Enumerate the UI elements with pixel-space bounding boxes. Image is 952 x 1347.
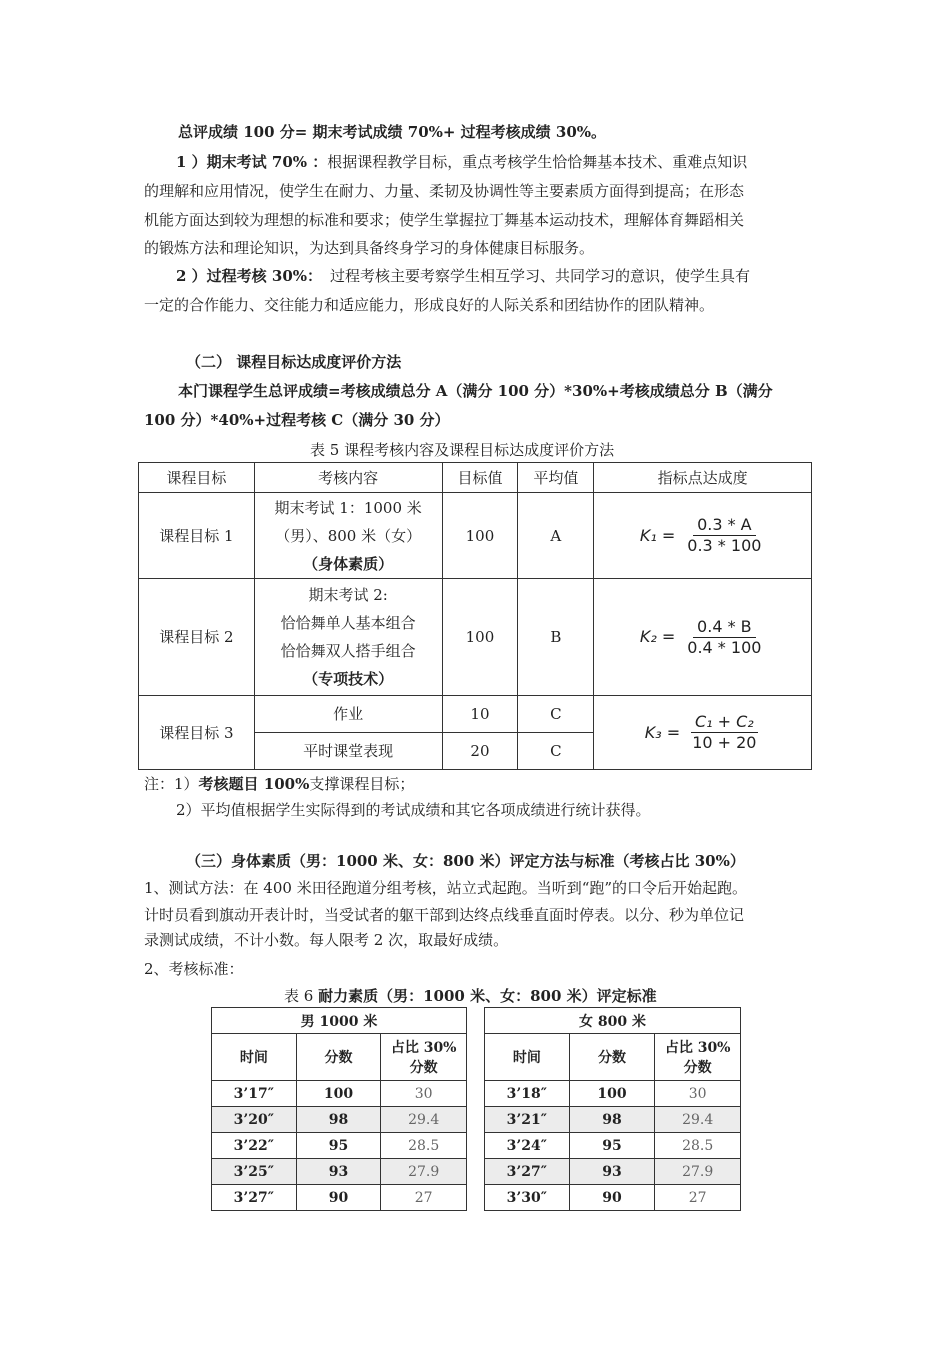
section2-formula-line1: 本门课程学生总评成绩=考核成绩总分 A（满分 100 分）*30%+考核成绩总分 B（满分 [178, 382, 773, 400]
table5-header: 考核内容 [254, 463, 442, 493]
table-row [139, 696, 812, 733]
final-exam-paragraph-line3: 机能方面达到较为理想的标准和要求；使学生掌握拉丁舞基本运动技术，理解体育舞蹈相关 [144, 211, 745, 229]
process-paragraph-line2: 一定的合作能力、交往能力和适应能力，形成良好的人际关系和团结协作的团队精神。 [144, 296, 715, 314]
table5 [138, 462, 812, 770]
header-time: 时间 [212, 1034, 297, 1081]
header-time: 时间 [485, 1034, 570, 1081]
time-cell: 3’24″ [485, 1133, 570, 1159]
table6-female-header-row [485, 1034, 741, 1081]
time-cell: 3’30″ [485, 1185, 570, 1211]
table5-header-row [139, 463, 812, 493]
ratio-cell: 27.9 [381, 1159, 467, 1185]
table6-male-header-row [212, 1034, 467, 1081]
table5-header: 平均值 [518, 463, 594, 493]
k1-label: K₁ = [639, 525, 676, 545]
time-cell: 3’17″ [212, 1081, 297, 1107]
k1-formula [640, 515, 766, 556]
goal-cell: 课程目标 3 [139, 696, 255, 770]
ratio-cell: 30 [381, 1081, 467, 1107]
table-row [212, 1159, 467, 1185]
k3-label: K₃ = [644, 722, 681, 742]
table6-male [211, 1007, 467, 1211]
ratio-cell: 28.5 [381, 1133, 467, 1159]
k1-numerator: 0.3 * A [693, 515, 756, 536]
score-cell: 90 [296, 1185, 381, 1211]
note1-prefix: 注：1） [144, 775, 199, 793]
content-cell: 平时课堂表现 [254, 733, 442, 770]
table-row [485, 1159, 741, 1185]
score-cell: 93 [296, 1159, 381, 1185]
ratio-cell: 27 [381, 1185, 467, 1211]
k2-numerator: 0.4 * B [693, 617, 756, 638]
table-row [485, 1107, 741, 1133]
target-cell: 10 [442, 696, 518, 733]
content-cell: 作业 [254, 696, 442, 733]
note1 [144, 774, 414, 794]
goal-cell: 课程目标 1 [139, 493, 255, 579]
target-cell: 100 [442, 493, 518, 579]
score-cell: 98 [569, 1107, 655, 1133]
time-cell: 3’27″ [485, 1159, 570, 1185]
score-cell: 93 [569, 1159, 655, 1185]
note1-bold: 考核题目 100% [198, 775, 310, 793]
ratio-cell: 29.4 [381, 1107, 467, 1133]
formula-cell [594, 579, 812, 696]
k3-denominator: 10 + 20 [692, 733, 757, 752]
process-paragraph-line1 [176, 266, 750, 286]
k2-denominator: 0.4 * 100 [687, 637, 762, 657]
final-exam-paragraph-line2: 的理解和应用情况，使学生在耐力、力量、柔韧及协调性等主要素质方面得到提高；在形态 [144, 182, 745, 200]
header-score: 分数 [569, 1034, 655, 1081]
process-heading: 2 ）过程考核 30%： [176, 267, 323, 285]
goal-cell: 课程目标 2 [139, 579, 255, 696]
k1-denominator: 0.3 * 100 [687, 536, 762, 555]
content-line: 期末考试 2: [308, 586, 388, 604]
time-cell: 3’22″ [212, 1133, 297, 1159]
k3-numerator: C₁ + C₂ [691, 712, 758, 733]
table6-female [484, 1007, 741, 1211]
score-cell: 95 [569, 1133, 655, 1159]
header-ratio [381, 1034, 467, 1081]
table5-caption: 表 5 课程考核内容及课程目标达成度评价方法 [310, 441, 615, 459]
header-ratio-line1: 占比 30% [664, 1040, 731, 1056]
note1-rest: 支撑课程目标； [309, 775, 415, 793]
target-cell: 100 [442, 579, 518, 696]
total-score-line: 总评成绩 100 分= 期末考试成绩 70%+ 过程考核成绩 30%。 [178, 123, 607, 141]
content-cell [254, 579, 442, 696]
table-row [212, 1133, 467, 1159]
table-row [212, 1107, 467, 1133]
time-cell: 3’21″ [485, 1107, 570, 1133]
table-row [485, 1133, 741, 1159]
time-cell: 3’20″ [212, 1107, 297, 1133]
male-title: 男 1000 米 [212, 1008, 467, 1034]
table6-female-title-row [485, 1008, 741, 1034]
avg-cell: B [518, 579, 594, 696]
k2-label: K₂ = [639, 627, 676, 646]
table-row [212, 1081, 467, 1107]
header-ratio-line2: 分数 [409, 1060, 438, 1076]
table-row [139, 493, 812, 579]
header-ratio-line1: 占比 30% [390, 1040, 457, 1056]
table5-header: 课程目标 [139, 463, 255, 493]
final-exam-text: 根据课程教学目标，重点考核学生恰恰舞基本技术、重难点知识 [327, 153, 748, 171]
table6-caption [284, 985, 657, 1006]
score-cell: 100 [296, 1081, 381, 1107]
content-line: （专项技术） [303, 670, 394, 688]
section3-line3: 录测试成绩，不计小数。每人限考 2 次，取最好成绩。 [144, 931, 509, 949]
content-line: （男）、800 米（女） [275, 526, 422, 545]
content-cell [254, 493, 442, 579]
section3-title: （三）身体素质（男：1000 米、女：800 米）评定方法与标准（考核占比 30%） [186, 852, 745, 870]
k2-formula [640, 617, 766, 658]
final-exam-paragraph-line4: 的锻炼方法和理论知识，为达到具备终身学习的身体健康目标服务。 [144, 239, 595, 257]
avg-cell: C [518, 733, 594, 770]
avg-cell: A [518, 493, 594, 579]
female-title: 女 800 米 [485, 1008, 741, 1034]
ratio-cell: 29.4 [655, 1107, 741, 1133]
content-line: 恰恰舞双人搭手组合 [280, 642, 416, 660]
header-score: 分数 [296, 1034, 381, 1081]
ratio-cell: 30 [655, 1081, 741, 1107]
time-cell: 3’25″ [212, 1159, 297, 1185]
table6-caption-prefix: 表 6 [284, 987, 319, 1005]
table-row [139, 579, 812, 696]
section2-formula-line2: 100 分）*40%+过程考核 C（满分 30 分） [144, 411, 450, 429]
header-ratio-line2: 分数 [683, 1060, 712, 1076]
header-ratio [655, 1034, 741, 1081]
ratio-cell: 28.5 [655, 1133, 741, 1159]
score-cell: 100 [569, 1081, 655, 1107]
table6-caption-bold: 耐力素质（男：1000 米、女：800 米）评定标准 [318, 987, 657, 1005]
section2-title: （二） 课程目标达成度评价方法 [186, 353, 402, 371]
note2: 2）平均值根据学生实际得到的考试成绩和其它各项成绩进行统计获得。 [176, 801, 651, 819]
table-row [485, 1185, 741, 1211]
ratio-cell: 27.9 [655, 1159, 741, 1185]
k3-formula [645, 712, 761, 753]
section3-line1: 1、测试方法：在 400 米田径跑道分组考核，站立式起跑。当听到“跑”的口令后开始起跑。 [144, 879, 748, 897]
table-row [212, 1185, 467, 1211]
table6-male-title-row [212, 1008, 467, 1034]
avg-cell: C [518, 696, 594, 733]
content-line: 恰恰舞单人基本组合 [280, 614, 416, 632]
time-cell: 3’18″ [485, 1081, 570, 1107]
score-cell: 90 [569, 1185, 655, 1211]
section3-line4: 2、考核标准： [144, 960, 244, 978]
process-text: 过程考核主要考察学生相互学习、共同学习的意识，使学生具有 [330, 267, 751, 285]
final-exam-heading: 1 ）期末考试 70% ： [176, 153, 328, 171]
target-cell: 20 [442, 733, 518, 770]
formula-cell [594, 493, 812, 579]
content-line: 期末考试 1：1000 米 [274, 498, 422, 517]
section3-line2: 计时员看到旗动开表计时，当受试者的躯干部到达终点线垂直面时停表。以分、秒为单位记 [144, 906, 745, 924]
final-exam-paragraph-line1 [176, 152, 747, 172]
formula-cell [594, 696, 812, 770]
content-line: （身体素质） [303, 554, 394, 573]
ratio-cell: 27 [655, 1185, 741, 1211]
score-cell: 95 [296, 1133, 381, 1159]
time-cell: 3’27″ [212, 1185, 297, 1211]
table5-header: 目标值 [442, 463, 518, 493]
score-cell: 98 [296, 1107, 381, 1133]
table5-header: 指标点达成度 [594, 463, 812, 493]
table-row [485, 1081, 741, 1107]
